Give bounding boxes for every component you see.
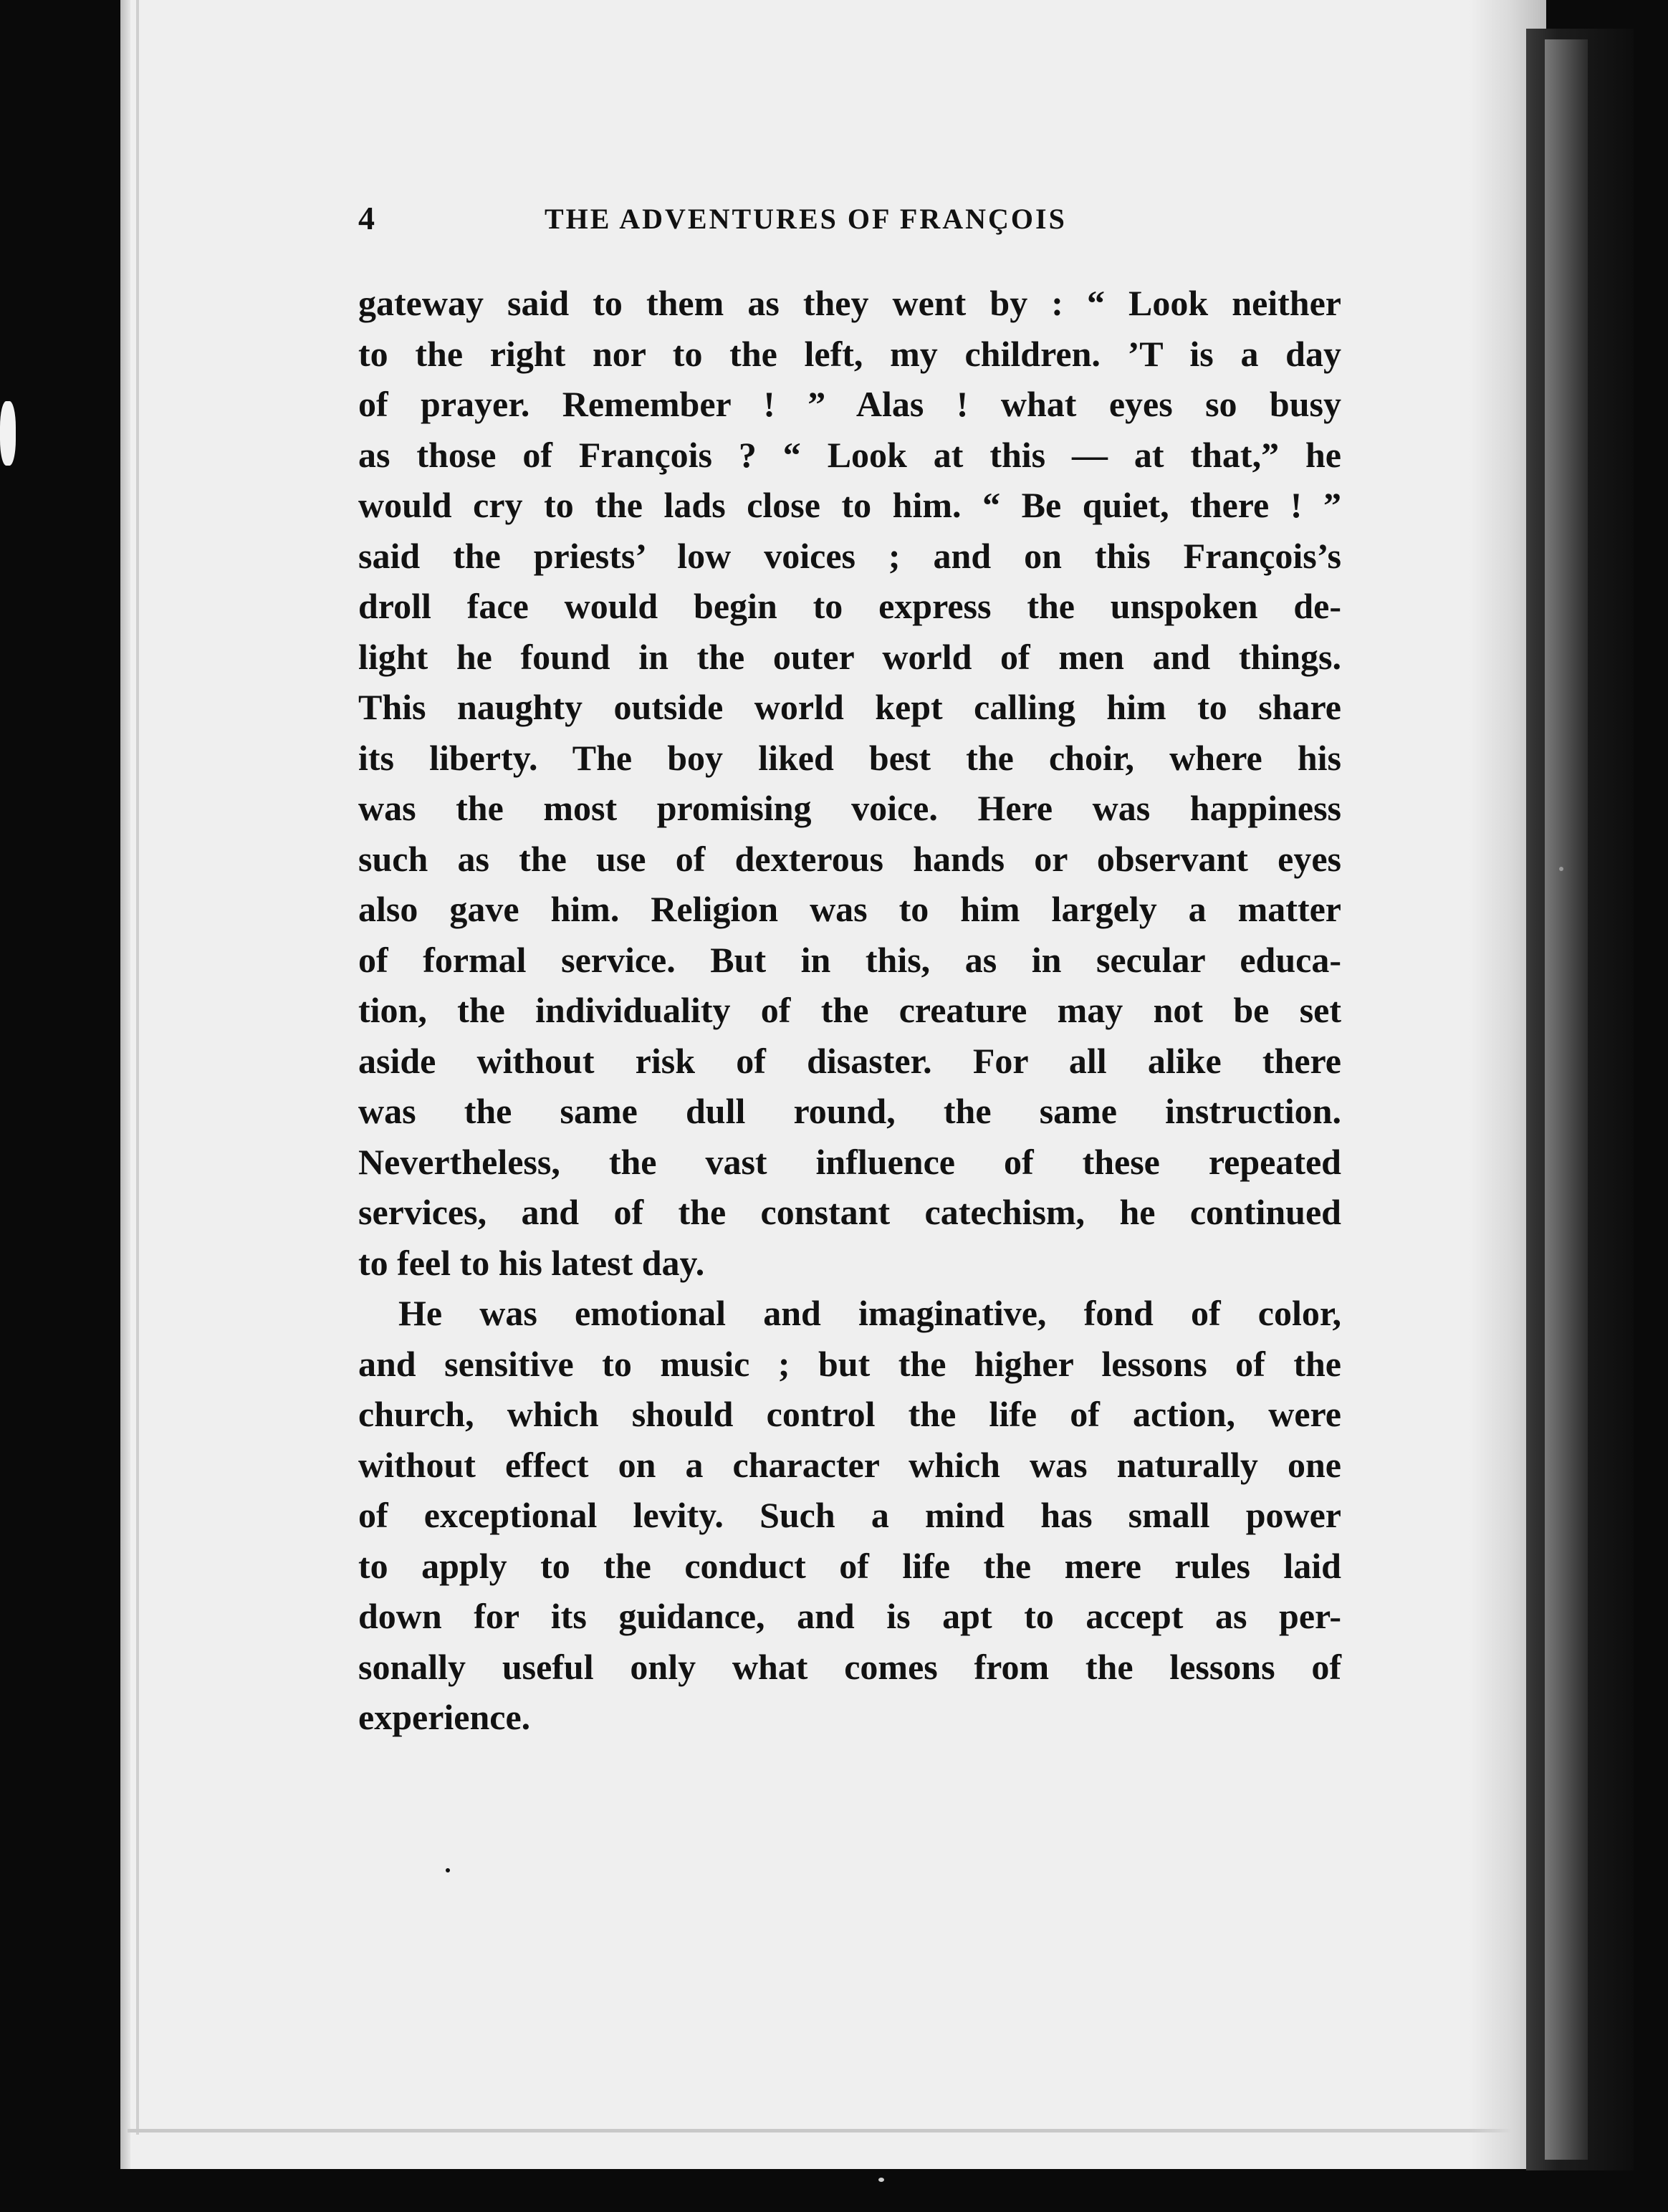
text-line: as those of François ? “ Look at this — at that,” he	[358, 434, 1341, 475]
text-line: of exceptional levity. Such a mind has small power	[358, 1495, 1341, 1535]
text-line: tion, the individuality of the creature may not be set	[358, 990, 1341, 1030]
text-line: Nevertheless, the vast influence of these repeated	[358, 1141, 1341, 1182]
text-line: such as the use of dexterous hands or observant eyes	[358, 838, 1341, 879]
scan-dust	[1559, 867, 1563, 871]
text-line: said the priests’ low voices ; and on this François’s	[358, 535, 1341, 576]
text-line: gateway said to them as they went by : “ Look neither	[358, 283, 1341, 323]
body-text	[358, 278, 1341, 1743]
text-line: droll face would begin to express the unspoken de-	[358, 586, 1341, 626]
text-line: its liberty. The boy liked best the choir, where his	[358, 737, 1341, 778]
page-left-rule	[136, 0, 139, 2135]
page-bottom-edge	[128, 2129, 1546, 2132]
text-line: was the same dull round, the same instruction.	[358, 1091, 1341, 1131]
text-line: and sensitive to music ; but the higher lessons of the	[358, 1343, 1341, 1384]
text-line: church, which should control the life of action, were	[358, 1394, 1341, 1434]
scan-dust	[878, 2178, 884, 2182]
text-line: services, and of the constant catechism, he continued	[358, 1192, 1341, 1232]
text-line: experience.	[358, 1697, 531, 1737]
text-line: This naughty outside world kept calling him to share	[358, 687, 1341, 727]
text-line: was the most promising voice. Here was happiness	[358, 788, 1341, 828]
text-line: also gave him. Religion was to him largely a matter	[358, 889, 1341, 929]
text-line: aside without risk of disaster. For all alike there	[358, 1040, 1341, 1081]
text-line: light he found in the outer world of men and things.	[358, 636, 1341, 677]
running-title: THE ADVENTURES OF FRANÇOIS	[545, 203, 1067, 235]
scan-dust	[446, 1868, 450, 1872]
text-line: He was emotional and imaginative, fond of color,	[398, 1293, 1341, 1333]
page-number: 4	[358, 200, 375, 236]
running-header	[358, 199, 1347, 242]
text-line: of prayer. Remember ! ” Alas ! what eyes so busy	[358, 384, 1341, 424]
text-line: down for its guidance, and is apt to accept as per-	[358, 1596, 1341, 1636]
text-line: sonally useful only what comes from the lessons of	[358, 1646, 1341, 1687]
text-line: to feel to his latest day.	[358, 1242, 705, 1283]
page-left-edge	[120, 0, 130, 2169]
text-line: to apply to the conduct of life the mere rules laid	[358, 1545, 1341, 1586]
scan-dust	[0, 401, 16, 466]
text-line: of formal service. But in this, as in secular educa-	[358, 939, 1341, 980]
text-line: would cry to the lads close to him. “ Be quiet, there ! ”	[358, 485, 1341, 525]
facing-page-edge	[1545, 39, 1588, 2160]
text-line: to the right nor to the left, my children. ’T is a day	[358, 333, 1341, 374]
text-line: without effect on a character which was naturally one	[358, 1444, 1341, 1485]
